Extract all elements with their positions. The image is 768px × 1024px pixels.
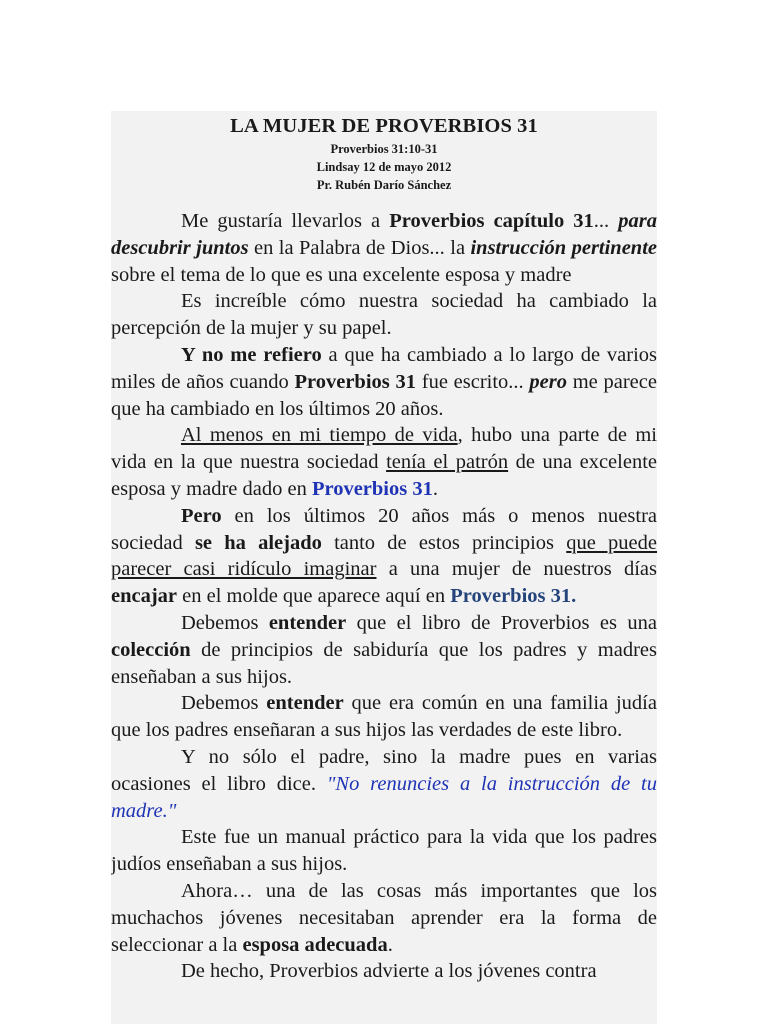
document-title: LA MUJER DE PROVERBIOS 31	[230, 115, 538, 137]
paragraph-8: Y no sólo el padre, sino la madre pues en varias ocasiones el libro dice. "No renuncies a la instrucción de tu madre."	[111, 745, 657, 822]
paragraph-5: Pero en los últimos 20 años más o menos nuestra sociedad se ha alejado tanto de estos principios que puede parecer casi ridículo imaginar a una mujer de nuestros días encajar en el molde que aparece aquí en Proverbios 31.	[111, 504, 657, 608]
paragraph-9: Este fue un manual práctico para la vida que los padres judíos enseñaban a sus hijos.	[111, 826, 657, 876]
paragraph-4: Al menos en mi tiempo de vida, hubo una parte de mi vida en la que nuestra sociedad tenía el patrón de una excelente esposa y madre dado en Proverbios 31.	[111, 424, 657, 500]
paragraph-6: Debemos entender que el libro de Proverbios es una colección de principios de sabiduría que los padres y madres enseñaban a sus hijos.	[111, 611, 657, 688]
paragraph-2: Es increíble cómo nuestra sociedad ha cambiado la percepción de la mujer y su papel.	[111, 290, 657, 340]
scripture-reference: Proverbios 31:10-31	[330, 142, 438, 156]
scripture-link[interactable]: Proverbios 31	[311, 477, 433, 500]
author-line: Pr. Rubén Darío Sánchez	[316, 178, 452, 192]
place-date: Lindsay 12 de mayo 2012	[316, 160, 452, 174]
paragraph-3: Y no me refiero a que ha cambiado a lo largo de varios miles de años cuando Proverbios 31 fue escrito... pero me parece que ha cambiado en los últimos 20 años.	[111, 343, 657, 420]
scripture-link[interactable]: Proverbios 31.	[450, 585, 577, 608]
document-page	[111, 111, 657, 1024]
paragraph-11: De hecho, Proverbios advierte a los jóvenes contra	[181, 960, 597, 983]
document-body	[111, 208, 657, 985]
paragraph-1: Me gustaría llevarlos a Proverbios capítulo 31... para descubrir juntos en la Palabra de Dios... la instrucción pertinente sobre el tema de lo que es una excelente esposa y madre	[111, 210, 657, 286]
paragraph-10: Ahora… una de las cosas más importantes que los muchachos jóvenes necesitaban aprender era la forma de seleccionar a la esposa adecuada.	[111, 879, 657, 956]
quote-text: "No renuncies a la instrucción de tu madre."	[111, 772, 657, 822]
paragraph-7: Debemos entender que era común en una familia judía que los padres enseñaran a sus hijos las verdades de este libro.	[111, 692, 657, 742]
document-header	[111, 115, 657, 194]
